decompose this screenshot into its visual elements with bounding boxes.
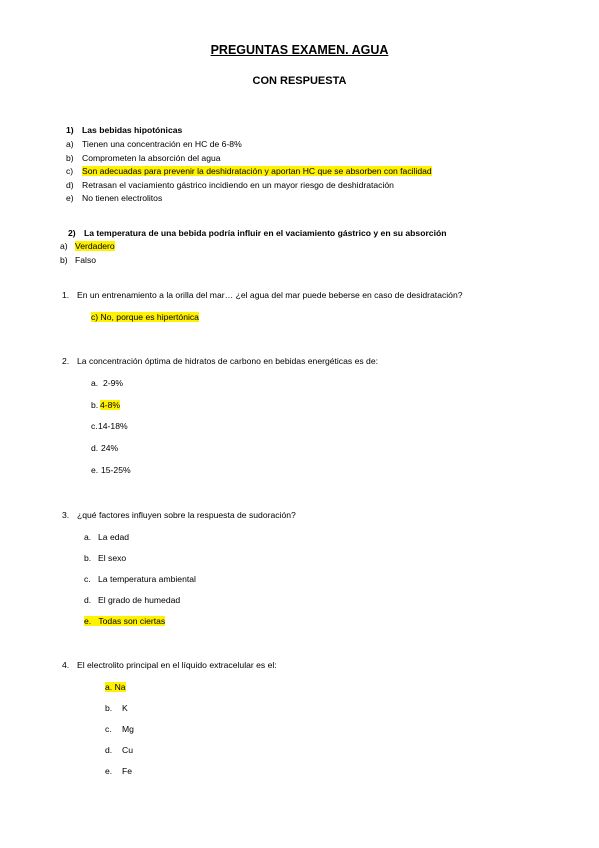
q5-option-a-text: La edad xyxy=(98,532,130,542)
q2-option-a-letter: a) xyxy=(60,241,68,251)
q5-option-e-letter: e. xyxy=(84,616,92,626)
q6-option-d-text: Cu xyxy=(122,745,133,755)
q6-option-b-letter: b. xyxy=(105,703,113,713)
question-6-number: 4. xyxy=(62,660,70,670)
q4-option-a-text: 2-9% xyxy=(103,378,124,388)
q1-option-d-text: Retrasan el vaciamiento gástrico incidiendo en un mayor riesgo de deshidratación xyxy=(82,180,394,190)
q6-option-a-highlighted xyxy=(105,682,126,692)
q4-option-a-letter: a. xyxy=(91,378,99,388)
q1-option-c-text-highlighted: Son adecuadas para prevenir la deshidratación y aportan HC que se absorben con facilidad xyxy=(82,166,432,176)
q1-option-a-text: Tienen una concentración en HC de 6-8% xyxy=(82,139,242,149)
question-3-text: En un entrenamiento a la orilla del mar… ¿el agua del mar puede beberse en caso de desidratación? xyxy=(77,290,463,300)
q6-option-c-text: Mg xyxy=(122,724,134,734)
question-2-number: 2) xyxy=(68,228,76,238)
q5-option-e-text: Todas son ciertas xyxy=(98,616,166,626)
q2-option-a-text-highlighted: Verdadero xyxy=(75,241,115,251)
q4-option-d-letter: d. xyxy=(91,443,99,453)
page-title: PREGUNTAS EXAMEN. AGUA xyxy=(210,43,389,57)
q5-option-d-text: El grado de humedad xyxy=(98,595,181,605)
page-subtitle: CON RESPUESTA xyxy=(252,75,347,87)
q5-option-a-letter: a. xyxy=(84,532,92,542)
q1-option-b-text: Comprometen la absorción del agua xyxy=(82,153,221,163)
q4-option-b-letter: b. xyxy=(91,400,99,410)
q6-option-e-text: Fe xyxy=(122,766,133,776)
q1-option-e-text: No tienen electrolitos xyxy=(82,193,163,203)
q6-option-b-text: K xyxy=(122,703,128,713)
q6-option-e-letter: e. xyxy=(105,766,113,776)
q5-option-b-text: El sexo xyxy=(98,553,127,563)
question-1-number: 1) xyxy=(66,125,74,135)
question-1-text: Las bebidas hipotónicas xyxy=(82,125,183,135)
question-5-number: 3. xyxy=(62,510,70,520)
q4-option-e-text: 15-25% xyxy=(101,465,131,475)
q1-option-b-letter: b) xyxy=(66,153,74,163)
q5-option-c-letter: c. xyxy=(84,574,91,584)
q5-option-c-text: La temperatura ambiental xyxy=(98,574,196,584)
question-4-number: 2. xyxy=(62,356,70,366)
q2-option-b-text: Falso xyxy=(75,255,97,265)
q6-option-a-text: Na xyxy=(114,682,126,692)
q1-option-d-letter: d) xyxy=(66,180,74,190)
q5-option-b-letter: b. xyxy=(84,553,92,563)
question-3-number: 1. xyxy=(62,290,70,300)
q6-option-d-letter: d. xyxy=(105,745,113,755)
question-2-text: La temperatura de una bebida podría influir en el vaciamiento gástrico y en su absorción xyxy=(84,228,447,238)
q6-option-a-letter: a. xyxy=(105,682,113,692)
q2-option-b-letter: b) xyxy=(60,255,68,265)
q4-option-d-text: 24% xyxy=(101,443,119,453)
q6-option-c-letter: c. xyxy=(105,724,112,734)
q4-option-c-letter: c. xyxy=(91,421,98,431)
question-6-text: El electrolito principal en el líquido extracelular es el: xyxy=(77,660,277,670)
q1-option-e-letter: e) xyxy=(66,193,74,203)
q5-option-d-letter: d. xyxy=(84,595,92,605)
q5-option-e-highlighted xyxy=(84,616,165,626)
question-4-text: La concentración óptima de hidratos de carbono en bebidas energéticas es de: xyxy=(77,356,378,366)
q4-option-e-letter: e. xyxy=(91,465,99,475)
question-5-text: ¿qué factores influyen sobre la respuesta de sudoración? xyxy=(77,510,296,520)
q1-option-a-letter: a) xyxy=(66,139,74,149)
q4-option-b-text-highlighted: 4-8% xyxy=(100,400,121,410)
q4-option-c-text: 14-18% xyxy=(98,421,128,431)
q1-option-c-letter: c) xyxy=(66,166,74,176)
q3-answer-highlighted: c) No, porque es hipertónica xyxy=(91,312,199,322)
